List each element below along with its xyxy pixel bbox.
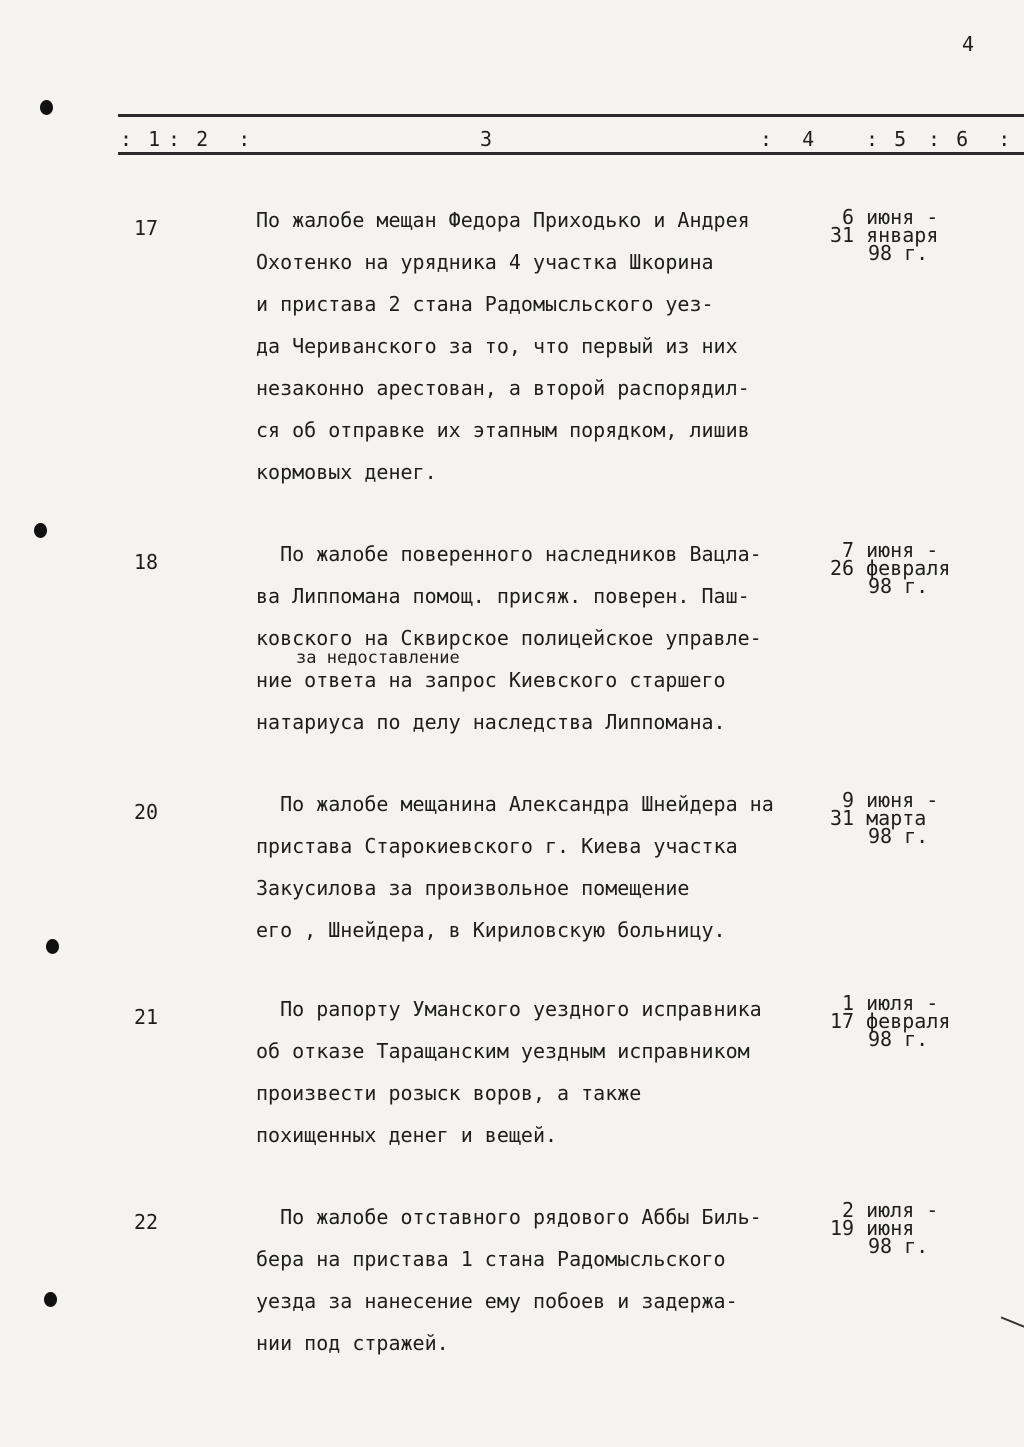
entry-number: 20 — [134, 800, 159, 824]
entry-date — [820, 1198, 970, 1258]
header-col-5: : 5 — [866, 127, 909, 151]
entry-text-line: ковского на Сквирское полицейское управле- — [256, 626, 762, 650]
entry-text-line: ся об отправке их этапным порядком, лишив — [256, 418, 750, 442]
entry-text-line: ва Липпомана помощ. присяж. поверен. Паш- — [256, 584, 750, 608]
entry-number: 22 — [134, 1210, 159, 1234]
date-line: 98 г. — [868, 824, 929, 848]
date-line: 26 февраля — [830, 556, 951, 580]
date-line: 1 июля - — [842, 991, 939, 1015]
entry-text-line: По жалобе мещанина Александра Шнейдера на — [256, 792, 774, 816]
entry-text-line: По жалобе поверенного наследников Вацла- — [256, 542, 762, 566]
date-line: 19 июня — [830, 1216, 915, 1240]
entry-text-line: нии под стражей. — [256, 1331, 449, 1355]
entry-text-line: натариуса по делу наследства Липпомана. — [256, 710, 726, 734]
date-line: 17 февраля — [830, 1009, 951, 1033]
entry-text-line: об отказе Таращанским уездным исправником — [256, 1039, 750, 1063]
date-line: 2 июля - — [842, 1198, 939, 1222]
header-rule-top — [118, 114, 1024, 117]
date-line: 9 июня - — [842, 788, 939, 812]
entry-text-line: произвести розыск воров, а также — [256, 1081, 642, 1105]
header-col-1: : 1 — [120, 127, 163, 151]
entry-text — [256, 988, 816, 1156]
header-col-2: : 2 : — [168, 127, 253, 151]
date-line: 98 г. — [868, 241, 929, 265]
entry-text-line: По рапорту Уманского уездного исправника — [256, 997, 762, 1021]
entry-insertion: за недоставление — [296, 648, 460, 668]
date-line: 31 января — [830, 223, 939, 247]
date-line: 98 г. — [868, 1027, 929, 1051]
date-line: 6 июня - — [842, 205, 939, 229]
punch-hole — [46, 939, 59, 954]
entry-text-line: ние ответа на запрос Киевского старшего — [256, 668, 726, 692]
entry-text-line: Закусилова за произвольное помещение — [256, 876, 690, 900]
entry-text — [256, 199, 816, 493]
date-line: 7 июня - — [842, 538, 939, 562]
punch-hole — [44, 1292, 57, 1307]
punch-hole — [40, 100, 53, 115]
entry-text-line: и пристава 2 стана Радомысльского уез- — [256, 292, 714, 316]
date-line: 98 г. — [868, 1234, 929, 1258]
header-col-4: : 4 — [760, 127, 817, 151]
punch-hole — [34, 523, 47, 538]
header-col-6: : 6 : — [928, 127, 1013, 151]
entry-text-line: Охотенко на урядника 4 участка Шкорина — [256, 250, 714, 274]
entry-text — [256, 1196, 816, 1364]
date-line: 98 г. — [868, 574, 929, 598]
entry-text — [256, 533, 816, 743]
entry-text — [256, 783, 816, 951]
entry-text-line: да Чериванского за то, что первый из них — [256, 334, 738, 358]
entry-text-line: похищенных денег и вещей. — [256, 1123, 558, 1147]
margin-dash — [1001, 1316, 1024, 1329]
entry-text-line: незаконно арестован, а второй распорядил- — [256, 376, 750, 400]
entry-date — [820, 788, 970, 848]
header-rule-bottom — [118, 152, 1024, 155]
entry-date — [820, 538, 970, 598]
entry-date — [820, 991, 970, 1051]
page-number: 4 — [962, 32, 975, 56]
entry-text-line: По жалобе мещан Федора Приходько и Андрея — [256, 208, 750, 232]
entry-text-line: уезда за нанесение ему побоев и задержа- — [256, 1289, 738, 1313]
date-line: 31 марта — [830, 806, 927, 830]
entry-number: 17 — [134, 216, 159, 240]
entry-number: 21 — [134, 1005, 159, 1029]
entry-text-line: бера на пристава 1 стана Радомысльского — [256, 1247, 726, 1271]
entry-number: 18 — [134, 550, 159, 574]
entry-text-line: По жалобе отставного рядового Аббы Биль- — [256, 1205, 762, 1229]
entry-text-line: кормовых денег. — [256, 460, 437, 484]
entry-text-line: пристава Старокиевского г. Киева участка — [256, 834, 738, 858]
header-col-3: 3 — [480, 127, 495, 151]
entry-date — [820, 205, 970, 265]
entry-text-line: его , Шнейдера, в Кириловскую больницу. — [256, 918, 726, 942]
